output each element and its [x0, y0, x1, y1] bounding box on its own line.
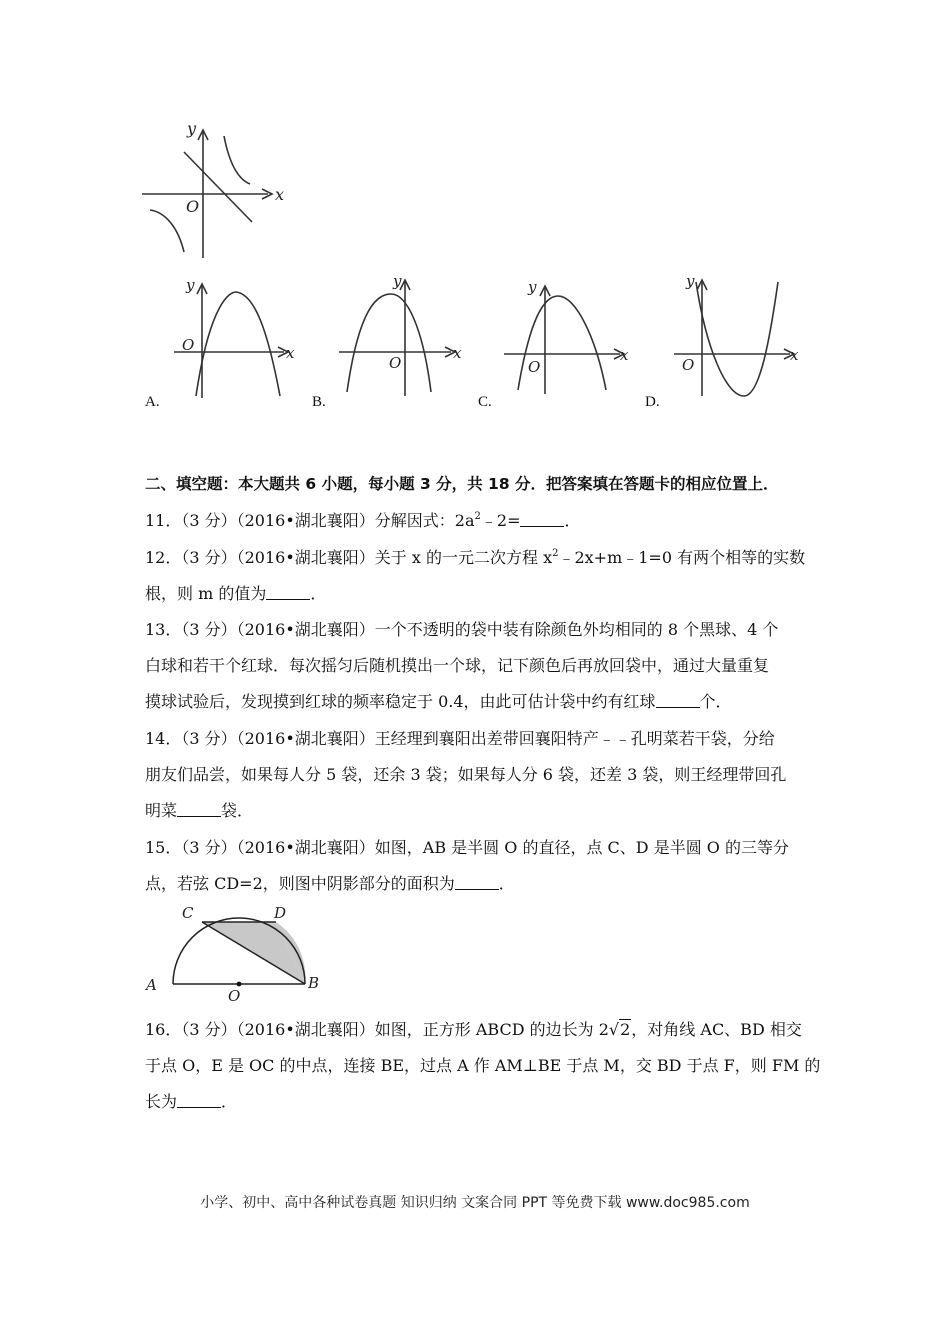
point-d: D — [274, 904, 287, 922]
figure-line-hyperbola — [140, 112, 300, 262]
option-b-graph — [335, 268, 465, 398]
option-d-graph — [670, 268, 805, 403]
question-12-line2: 根，则 m 的值为 ． — [145, 584, 327, 603]
option-d-label[interactable]: D. — [645, 394, 660, 410]
question-13-line3: 摸球试验后，发现摸到红球的频率稳定于 0.4，由此可估计袋中约有红球 个． — [145, 692, 732, 711]
point-a: A — [146, 976, 157, 994]
section-heading: 二、填空题：本大题共 6 小题，每小题 3 分，共 18 分．把答案填在答题卡的相应位置上． — [145, 475, 779, 493]
sqrt-symbol: √2 — [608, 1020, 631, 1039]
question-15-line2: 点，若弦 CD=2，则图中阴影部分的面积为 ． — [145, 874, 515, 893]
question-14-line1: 14．（3 分）（2016•湖北襄阳）王经理到襄阳出差带回襄阳特产﹣﹣孔明菜若干袋，分给 — [145, 729, 775, 748]
question-12-line1: 12．（3 分）（2016•湖北襄阳）关于 x 的一元二次方程 $x^2﹣2x+m﹣1=0$ 有两个相等的实数 — [145, 548, 806, 567]
c-origin: O — [528, 358, 541, 376]
question-14-line3: 明菜 袋． — [145, 801, 254, 820]
option-a-label[interactable]: A. — [145, 394, 160, 410]
answer-blank-16[interactable] — [177, 1093, 221, 1108]
d-axis-x: x — [790, 346, 799, 364]
a-axis-x: x — [286, 344, 295, 362]
top-axis-x: x — [275, 185, 285, 204]
b-axis-x: x — [453, 344, 462, 362]
b-axis-y: y — [393, 272, 402, 290]
question-11: 11．（3 分）（2016•湖北襄阳）分解因式：$2a^2﹣2=$ ． — [145, 511, 581, 530]
option-a-graph — [170, 272, 310, 402]
top-axis-y: y — [187, 119, 197, 138]
d-axis-y: y — [686, 272, 695, 290]
b-origin: O — [389, 354, 402, 372]
page-footer: 小学、初中、高中各种试卷真题 知识归纳 文案合同 PPT 等免费下载 www.doc985.com — [200, 1195, 750, 1211]
answer-blank-13[interactable] — [656, 693, 700, 708]
option-b-label[interactable]: B. — [312, 394, 326, 410]
question-16-line2: 于点 O，E 是 OC 的中点，连接 BE，过点 A 作 AM⊥BE 于点 M，交 BD 于点 F，则 FM 的 — [145, 1056, 821, 1075]
question-13-line2: 白球和若干个红球．每次摇匀后随机摸出一个球，记下颜色后再放回袋中，通过大量重复 — [145, 656, 770, 675]
a-axis-y: y — [186, 276, 195, 294]
question-15-line1: 15．（3 分）（2016•湖北襄阳）如图，AB 是半圆 O 的直径，点 C、D 是半圆 O 的三等分 — [145, 838, 790, 857]
point-o: O — [228, 987, 241, 1005]
question-16-line1: 16．（3 分）（2016•湖北襄阳）如图，正方形 ABCD 的边长为 2√2，对角线 AC、BD 相交 — [145, 1020, 802, 1039]
option-c-graph — [500, 278, 635, 398]
question-16-line3: 长为 ． — [145, 1092, 238, 1111]
semicircle-figure — [140, 900, 330, 1005]
point-b: B — [308, 974, 320, 992]
d-origin: O — [682, 356, 695, 374]
question-14-line2: 朋友们品尝，如果每人分 5 袋，还余 3 袋；如果每人分 6 袋，还差 3 袋，则王经理带回孔 — [145, 765, 787, 784]
answer-blank-14[interactable] — [177, 802, 221, 817]
a-origin: O — [182, 336, 195, 354]
point-c: C — [182, 904, 194, 922]
c-axis-x: x — [620, 346, 629, 364]
top-origin: O — [186, 197, 200, 216]
c-axis-y: y — [528, 278, 537, 296]
answer-blank-15[interactable] — [455, 875, 499, 890]
question-13-line1: 13．（3 分）（2016•湖北襄阳）一个不透明的袋中装有除颜色外均相同的 8 个黑球、4 个 — [145, 620, 779, 639]
option-c-label[interactable]: C. — [478, 394, 492, 410]
answer-blank-11[interactable] — [520, 512, 564, 527]
answer-blank-12[interactable] — [266, 585, 310, 600]
